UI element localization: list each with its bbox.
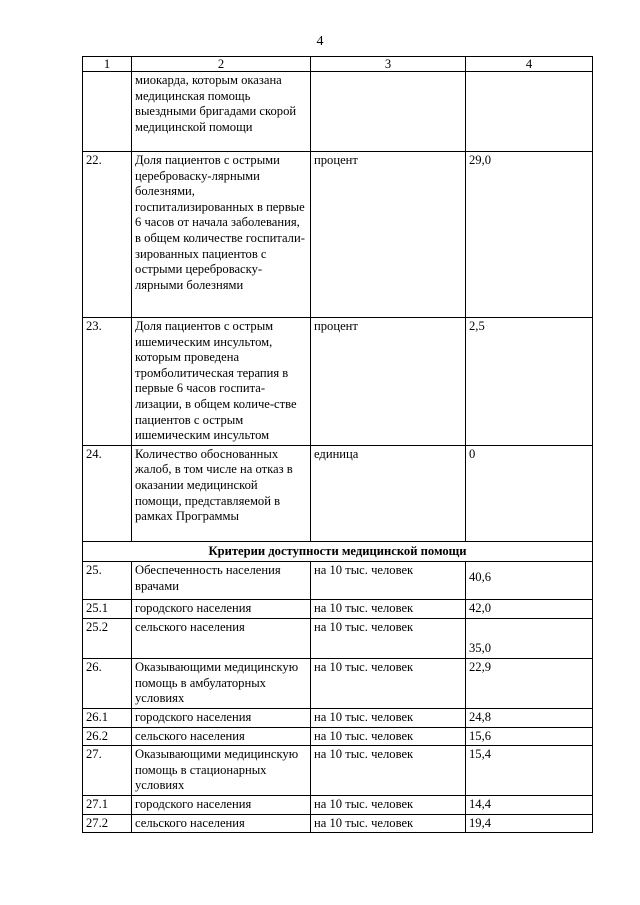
column-header: 4	[466, 57, 593, 72]
row-value: 35,0	[466, 618, 593, 658]
row-name: городского населения	[132, 796, 311, 815]
table-row	[83, 708, 593, 727]
row-number: 23.	[83, 318, 132, 446]
criteria-table	[82, 56, 593, 833]
table-row	[83, 72, 593, 152]
row-value: 29,0	[466, 152, 593, 318]
row-unit: на 10 тыс. человек	[311, 562, 466, 600]
row-name: Доля пациентов с острыми цереброваску-лярными болезнями, госпитализированных в первые 6 часов от начала заболевания, в общем количестве госпитали-зированных пациентов с острыми цереброваску-лярными болезнями	[132, 152, 311, 318]
row-name: миокарда, которым оказана медицинская помощь выездными бригадами скорой медицинской помощи	[132, 72, 311, 152]
row-number: 24.	[83, 445, 132, 541]
row-unit: процент	[311, 318, 466, 446]
row-unit: единица	[311, 445, 466, 541]
page-number: 4	[316, 34, 324, 49]
row-name: Оказывающими медицинскую помощь в амбулаторных условиях	[132, 658, 311, 708]
table-row	[83, 318, 593, 446]
row-value: 42,0	[466, 600, 593, 619]
row-unit: на 10 тыс. человек	[311, 814, 466, 833]
row-unit: на 10 тыс. человек	[311, 600, 466, 619]
row-unit: на 10 тыс. человек	[311, 708, 466, 727]
row-name: Количество обоснованных жалоб, в том числе на отказ в оказании медицинской помощи, представляемой в рамках Программы	[132, 445, 311, 541]
row-name: Оказывающими медицинскую помощь в стационарных условиях	[132, 746, 311, 796]
row-name: сельского населения	[132, 727, 311, 746]
row-number: 22.	[83, 152, 132, 318]
section-title: Критерии доступности медицинской помощи	[83, 541, 593, 562]
table-row	[83, 746, 593, 796]
table-row	[83, 814, 593, 833]
table-header-row	[83, 57, 593, 72]
row-number: 26.2	[83, 727, 132, 746]
row-number: 26.	[83, 658, 132, 708]
row-name: городского населения	[132, 708, 311, 727]
row-number: 25.1	[83, 600, 132, 619]
row-unit: на 10 тыс. человек	[311, 658, 466, 708]
column-header: 2	[132, 57, 311, 72]
row-value: 15,4	[466, 746, 593, 796]
row-name: Доля пациентов с острым ишемическим инсультом, которым проведена тромболитическая терапия в первые 6 часов госпита-лизации, в общем количе-стве пациентов с острым ишемическим инсультом	[132, 318, 311, 446]
row-value: 15,6	[466, 727, 593, 746]
row-unit: на 10 тыс. человек	[311, 618, 466, 658]
row-name: городского населения	[132, 600, 311, 619]
row-value	[466, 72, 593, 152]
row-name: сельского населения	[132, 618, 311, 658]
row-number: 27.2	[83, 814, 132, 833]
table-row	[83, 152, 593, 318]
table-row	[83, 562, 593, 600]
row-number: 26.1	[83, 708, 132, 727]
row-unit: на 10 тыс. человек	[311, 727, 466, 746]
row-number: 25.2	[83, 618, 132, 658]
row-name: сельского населения	[132, 814, 311, 833]
row-value: 40,6	[466, 562, 593, 600]
row-unit	[311, 72, 466, 152]
section-row	[83, 541, 593, 562]
row-value: 14,4	[466, 796, 593, 815]
row-value: 2,5	[466, 318, 593, 446]
table-row	[83, 600, 593, 619]
row-name: Обеспеченность населения врачами	[132, 562, 311, 600]
row-number: 27.1	[83, 796, 132, 815]
row-number: 27.	[83, 746, 132, 796]
table-row	[83, 445, 593, 541]
table-row	[83, 658, 593, 708]
table-row	[83, 618, 593, 658]
row-unit: на 10 тыс. человек	[311, 796, 466, 815]
row-number: 25.	[83, 562, 132, 600]
column-header: 1	[83, 57, 132, 72]
row-unit: на 10 тыс. человек	[311, 746, 466, 796]
row-number	[83, 72, 132, 152]
row-value: 22,9	[466, 658, 593, 708]
row-value: 0	[466, 445, 593, 541]
column-header: 3	[311, 57, 466, 72]
row-value: 24,8	[466, 708, 593, 727]
row-unit: процент	[311, 152, 466, 318]
table-row	[83, 796, 593, 815]
row-value: 19,4	[466, 814, 593, 833]
table-row	[83, 727, 593, 746]
